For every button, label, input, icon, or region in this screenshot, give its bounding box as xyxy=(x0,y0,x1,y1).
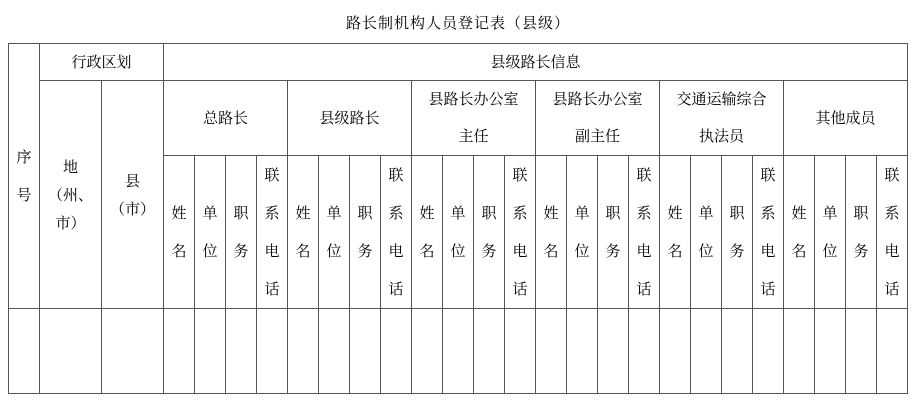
subheader-char-3: 话 xyxy=(884,280,900,298)
subheader-text xyxy=(326,194,341,270)
subheader-char-2: 电 xyxy=(264,242,280,260)
data-cell-0[interactable] xyxy=(9,309,40,394)
subheader-text xyxy=(822,194,837,270)
subheader-char-1: 系 xyxy=(636,204,652,222)
data-cell-8[interactable] xyxy=(319,309,350,394)
subheader-text xyxy=(760,156,775,308)
header-prefecture-text xyxy=(40,153,101,237)
data-cell-24[interactable] xyxy=(815,309,846,394)
subheader-char-1: 名 xyxy=(419,242,435,260)
subheader-char-1: 务 xyxy=(481,242,497,260)
group-line-1: 主任 xyxy=(458,127,489,145)
subheader-char-0: 单 xyxy=(326,204,342,222)
subheader-text xyxy=(233,194,248,270)
subheader-text xyxy=(884,156,899,308)
subheader-char-1: 名 xyxy=(295,242,311,260)
data-cell-19[interactable] xyxy=(660,309,691,394)
data-cell-1[interactable] xyxy=(40,309,102,394)
subheader-char-0: 联 xyxy=(636,166,652,184)
subheader-text xyxy=(791,194,806,270)
group-line-1: 副主任 xyxy=(574,127,620,145)
data-cell-2[interactable] xyxy=(102,309,164,394)
subheader-char-0: 职 xyxy=(605,204,621,222)
subheader-g1-c1 xyxy=(319,156,350,309)
subheader-char-0: 职 xyxy=(233,204,249,222)
data-cell-3[interactable] xyxy=(164,309,195,394)
subheader-char-0: 单 xyxy=(698,204,714,222)
subheader-char-0: 单 xyxy=(574,204,590,222)
subheader-g5-c3 xyxy=(877,156,908,309)
subheader-text xyxy=(481,194,496,270)
subheader-char-3: 话 xyxy=(512,280,528,298)
subheader-char-1: 位 xyxy=(450,242,466,260)
group-header-text xyxy=(164,100,287,137)
subheader-char-0: 姓 xyxy=(543,204,559,222)
subheader-text xyxy=(388,156,403,308)
subheader-g0-c3 xyxy=(257,156,288,309)
subheader-text xyxy=(512,156,527,308)
header-county xyxy=(102,81,164,309)
subheader-g5-c1 xyxy=(815,156,846,309)
subheader-g4-c2 xyxy=(722,156,753,309)
subheader-char-1: 系 xyxy=(264,204,280,222)
subheader-text xyxy=(264,156,279,308)
subheader-text xyxy=(853,194,868,270)
data-cell-16[interactable] xyxy=(567,309,598,394)
subheader-char-0: 单 xyxy=(450,204,466,222)
subheader-text xyxy=(202,194,217,270)
subheader-g1-c3 xyxy=(381,156,412,309)
data-cell-26[interactable] xyxy=(877,309,908,394)
subheader-g0-c2 xyxy=(226,156,257,309)
subheader-text xyxy=(636,156,651,308)
data-cell-22[interactable] xyxy=(753,309,784,394)
data-cell-6[interactable] xyxy=(257,309,288,394)
subheader-char-0: 职 xyxy=(729,204,745,222)
subheader-char-1: 名 xyxy=(543,242,559,260)
group-header-4 xyxy=(660,81,784,156)
subheader-char-2: 电 xyxy=(388,242,404,260)
subheader-char-3: 话 xyxy=(760,280,776,298)
subheader-char-0: 职 xyxy=(357,204,373,222)
subheader-char-1: 系 xyxy=(512,204,528,222)
data-cell-12[interactable] xyxy=(443,309,474,394)
data-cell-25[interactable] xyxy=(846,309,877,394)
group-line-0: 总路长 xyxy=(202,108,248,127)
subheader-g0-c0 xyxy=(164,156,195,309)
county-line-0: 县 xyxy=(124,171,140,190)
subheader-char-1: 名 xyxy=(791,242,807,260)
subheader-text xyxy=(357,194,372,270)
data-cell-9[interactable] xyxy=(350,309,381,394)
subheader-g4-c3 xyxy=(753,156,784,309)
page-title: 路长制机构人员登记表（县级） xyxy=(345,14,570,32)
subheader-char-1: 系 xyxy=(760,204,776,222)
subheader-g0-c1 xyxy=(195,156,226,309)
group-header-2 xyxy=(412,81,536,156)
subheader-char-1: 务 xyxy=(729,242,745,260)
index-char-1: 号 xyxy=(16,186,32,204)
subheader-char-0: 姓 xyxy=(667,204,683,222)
subheader-char-0: 姓 xyxy=(171,204,187,222)
subheader-char-1: 务 xyxy=(605,242,621,260)
subheader-char-1: 务 xyxy=(853,242,869,260)
subheader-g3-c3 xyxy=(629,156,660,309)
data-cell-21[interactable] xyxy=(722,309,753,394)
subheader-char-1: 系 xyxy=(884,204,900,222)
prefecture-line-0: 地 xyxy=(62,157,78,176)
subheader-char-0: 联 xyxy=(760,166,776,184)
header-admin-division: 行政区划 xyxy=(40,44,164,81)
subheader-g4-c1 xyxy=(691,156,722,309)
group-header-5 xyxy=(784,81,908,156)
subheader-char-2: 电 xyxy=(512,242,528,260)
subheader-g2-c2 xyxy=(474,156,505,309)
subheader-char-0: 姓 xyxy=(419,204,435,222)
data-cell-17[interactable] xyxy=(598,309,629,394)
subheader-g3-c1 xyxy=(567,156,598,309)
subheader-g5-c0 xyxy=(784,156,815,309)
subheader-char-1: 务 xyxy=(233,242,249,260)
header-row-1 xyxy=(9,44,908,81)
data-cell-4[interactable] xyxy=(195,309,226,394)
group-header-text xyxy=(288,100,411,137)
data-cell-13[interactable] xyxy=(474,309,505,394)
group-line-0: 其他成员 xyxy=(815,108,876,127)
subheader-char-3: 话 xyxy=(636,280,652,298)
group-line-1: 执法员 xyxy=(698,127,744,145)
subheader-char-0: 联 xyxy=(388,166,404,184)
subheader-g4-c0 xyxy=(660,156,691,309)
data-cell-10[interactable] xyxy=(381,309,412,394)
subheader-char-0: 姓 xyxy=(295,204,311,222)
header-county-text xyxy=(102,167,163,223)
subheader-char-3: 话 xyxy=(388,280,404,298)
subheader-char-0: 单 xyxy=(822,204,838,222)
county-line-1: （市） xyxy=(109,199,155,218)
subheader-char-1: 位 xyxy=(326,242,342,260)
prefecture-line-2: 市） xyxy=(55,213,86,232)
subheader-g5-c2 xyxy=(846,156,877,309)
subheader-g2-c3 xyxy=(505,156,536,309)
subheader-text xyxy=(698,194,713,270)
group-header-0 xyxy=(164,81,288,156)
group-line-0: 县路长办公室 xyxy=(428,90,519,108)
group-header-text xyxy=(784,100,907,137)
data-cell-15[interactable] xyxy=(536,309,567,394)
data-cell-7[interactable] xyxy=(288,309,319,394)
subheader-char-2: 电 xyxy=(760,242,776,260)
subheader-char-1: 位 xyxy=(574,242,590,260)
data-cell-23[interactable] xyxy=(784,309,815,394)
subheader-char-1: 系 xyxy=(388,204,404,222)
data-cell-20[interactable] xyxy=(691,309,722,394)
subheader-text xyxy=(605,194,620,270)
subheader-char-0: 联 xyxy=(512,166,528,184)
group-header-text xyxy=(660,81,783,155)
header-index xyxy=(9,44,40,309)
subheader-text xyxy=(295,194,310,270)
header-row-2 xyxy=(9,81,908,156)
subheader-text xyxy=(574,194,589,270)
group-header-3 xyxy=(536,81,660,156)
group-line-0: 交通运输综合 xyxy=(676,90,767,108)
subheader-text xyxy=(419,194,434,270)
subheader-char-2: 电 xyxy=(636,242,652,260)
group-header-1 xyxy=(288,81,412,156)
group-line-0: 县路长办公室 xyxy=(552,90,643,108)
subheader-char-0: 联 xyxy=(264,166,280,184)
data-cell-11[interactable] xyxy=(412,309,443,394)
subheader-g2-c0 xyxy=(412,156,443,309)
subheader-g3-c0 xyxy=(536,156,567,309)
subheader-char-3: 话 xyxy=(264,280,280,298)
header-prefecture xyxy=(40,81,102,309)
data-row xyxy=(9,309,908,394)
subheader-text xyxy=(171,194,186,270)
subheader-char-0: 联 xyxy=(884,166,900,184)
subheader-char-1: 位 xyxy=(698,242,714,260)
index-char-0: 序 xyxy=(16,148,32,166)
header-county-info: 县级路长信息 xyxy=(164,44,908,81)
subheader-text xyxy=(667,194,682,270)
subheader-text xyxy=(450,194,465,270)
header-index-text xyxy=(16,138,31,214)
subheader-char-1: 位 xyxy=(202,242,218,260)
prefecture-line-1: （州、 xyxy=(47,185,93,204)
subheader-char-0: 职 xyxy=(481,204,497,222)
data-cell-18[interactable] xyxy=(629,309,660,394)
subheader-g1-c2 xyxy=(350,156,381,309)
subheader-char-2: 电 xyxy=(884,242,900,260)
registration-table xyxy=(8,43,908,394)
data-cell-14[interactable] xyxy=(505,309,536,394)
subheader-g1-c0 xyxy=(288,156,319,309)
subheader-char-1: 务 xyxy=(357,242,373,260)
subheader-char-1: 名 xyxy=(171,242,187,260)
subheader-g3-c2 xyxy=(598,156,629,309)
subheader-char-0: 单 xyxy=(202,204,218,222)
subheader-char-1: 名 xyxy=(667,242,683,260)
subheader-text xyxy=(729,194,744,270)
subheader-g2-c1 xyxy=(443,156,474,309)
data-cell-5[interactable] xyxy=(226,309,257,394)
subheader-char-1: 位 xyxy=(822,242,838,260)
group-header-text xyxy=(536,81,659,155)
group-header-text xyxy=(412,81,535,155)
subheader-char-0: 职 xyxy=(853,204,869,222)
group-line-0: 县级路长 xyxy=(319,108,380,127)
subheader-text xyxy=(543,194,558,270)
subheader-char-0: 姓 xyxy=(791,204,807,222)
